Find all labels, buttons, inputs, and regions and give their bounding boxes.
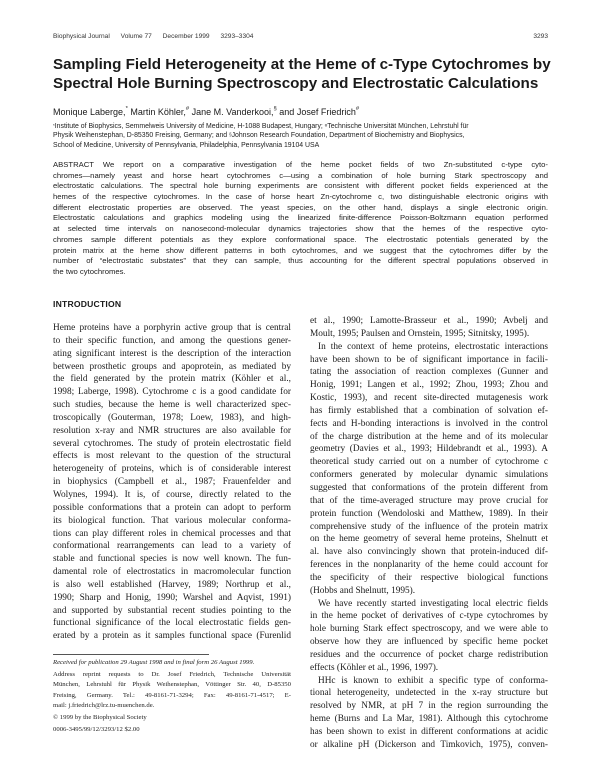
body-line: stable and functional species is now well known. The fun- [53,554,291,565]
body-line: geometry (Davies et al., 1993; Hildebrandt et al., 1993). A [310,444,548,455]
affiliation-mark: * [53,123,55,128]
body-line: comprehensive study of the influence of the protein matrix [310,521,548,532]
body-line: observe how they are influenced by specific heme pocket [310,637,548,648]
copyright: © 1999 by the Biophysical Society [53,713,147,721]
body-line: on the heme geometry of several heme proteins, Shelnutt et [310,534,548,545]
footnote-divider [53,654,209,655]
affiliation-mark: § [229,132,232,138]
affiliation-mark: # [185,106,190,112]
title-line: Sampling Field Heterogeneity at the Heme of c-Type Cytochromes by [53,56,551,73]
abstract-line: at selected time intervals on nanosecond-molecular dynamics trajectories show that the hemes of the respective cyto- [53,224,548,234]
body-line: protein function (Wendoloski and Matthew, 1989). In their [310,508,548,519]
body-line: We have recently started investigating local electric fields [318,598,548,609]
body-line: has firmly established that a combination of solvation ef- [310,405,548,416]
body-line: in biophysics (Campbell et al., 1987; Frauenfelder and [53,477,291,488]
body-line: or alkaline pH (Dickerson and Timkovich, 1975), conven- [310,739,548,750]
body-line: Kostic, 1993), and recent site-directed mutagenesis work [310,393,548,404]
body-line: al. have also convincingly shown that protein-induced dif- [310,547,548,558]
journal-volume: Volume 77 [120,33,152,40]
paper-title [53,55,553,93]
affiliation-text: Technische Universität München, Lehrstuhl für [327,123,469,130]
journal-name: Biophysical Journal [53,33,110,40]
body-line: ferences in the nonplanarity of the heme could account for [310,560,548,571]
body-line: resolution x-ray and NMR structures are also available for [53,425,291,436]
footnote-line: Freising, Germany. Tel.: 49-8161-71-3294; Fax: 49-8161-71-4517; E- [53,691,291,699]
body-line: the field generated by the protein matrix (Köhler et al., [53,374,291,385]
body-line: is also well established (Harvey, 1989; Northrup et al., [53,579,291,590]
abstract-line: number of “electrostatic substates” that they can sample, thus accounting for the different spectral populations observed in [53,256,548,266]
body-line: of the charge distribution at the heme and of its molecular [310,431,548,442]
body-line: 1998; Laberge, 1998). Cytochrome c is a good candidate for [53,387,291,398]
body-line: and supported by substantial recent studies pointing to the [53,605,291,616]
body-line: Moult, 1995; Paulsen and Ornstein, 1995; Sitnitsky, 1995). [310,328,530,339]
footnote-line: Address reprint requests to Dr. Josef Friedrich, Technische Universität [53,671,291,679]
body-line: ating significant interest is the description of the interaction [53,348,291,359]
issue-date: December 1999 [162,33,210,40]
body-line: Wolynes, 1994). It is, of course, directly related to the [53,489,291,500]
footnote-line: München, Lehrstuhl für Physik Weihenstephan, Vöttinger Str. 40, D-85350 [53,681,291,689]
body-line: have been shown to be of significant importance in facili- [310,354,548,365]
body-line: HHc is known to exhibit a specific type of conforma- [318,675,548,686]
abstract-line: chromes sample different potentials as they explore conformational space. The electrostatic potentials generated by the [53,234,548,244]
body-line: 1990; Sharp and Honig, 1990; Warshel and Aqvist, 1991) [53,592,291,603]
body-line: troscopically (Gouterman, 1978; Loew, 1983), and high- [53,412,291,423]
body-line: suggested that conformations of the protein different from [310,482,548,493]
author-list [53,107,359,117]
article-code: 0006-3495/99/12/3293/12 $2.00 [53,726,140,734]
author: Jane M. Vanderkooi, [189,107,274,117]
abstract-line: ABSTRACT We report on a comparative investigation of the heme pocket fields of two Zn-substituted c-type cyto- [53,160,548,169]
received-dates: Received for publication 29 August 1998 and in final form 26 August 1999. [53,659,255,666]
author: Monique Laberge, [53,107,126,117]
footnote-line: mail: j.friedrich@lrz.tu-muenchen.de. [53,701,155,709]
body-line: in the heme pocket of derivatives of c-type cytochromes by [310,611,548,622]
abstract-line: different electrostatic properties are observed. The yeast species, on the other hand, displays a single electronic origin. [53,202,548,212]
body-line: (Hobbs and Shelnutt, 1995). [310,585,416,596]
body-line: to their specific function, and among the questions gener- [53,335,291,346]
body-line: In the context of heme proteins, electrostatic interactions [318,341,548,352]
body-column-left [53,322,291,643]
footnote [53,658,291,735]
body-line: heterogeneity of proteins, which is of considerable interest [53,464,291,475]
affiliation-text: School of Medicine, University of Pennsylvania, Philadelphia, Pennsylvania 19104 USA [53,141,320,149]
affiliation-mark: # [355,106,360,112]
body-line: has been shown to exist in different conformations at acidic [310,727,548,737]
abstract [53,160,548,278]
affiliations [53,122,553,150]
body-line: effects (Köhler et al., 1996, 1997). [310,662,439,673]
body-line: damental role of electrostatics in macromolecular function [53,567,291,578]
author: and Josef Friedrich [276,107,356,117]
body-column-right [310,315,548,752]
body-line: erated by a protein as it samples functional space (Furenlid [53,631,291,642]
body-line: conformational rearrangements can lead to a variety of [53,541,291,552]
author: Martin Köhler, [127,107,186,117]
body-line: heme (Burns and La Mar, 1981). Although this cytochrome [310,714,548,725]
body-line: residues and the occurrence of pocket charge redistribution [310,649,548,660]
body-line: Heme proteins have a porphyrin active group that is central [53,323,291,333]
affiliation-text: Institute of Biophysics, Semmelweis University of Medicine, H-1088 Budapest, Hungary; [54,123,325,130]
abstract-line: hemes of the respective cytochromes. In the case of horse heart Zn-cytochrome c, two distinguishable electronic origins with [53,192,548,202]
running-head [53,33,548,40]
body-line: several cytochromes. The study of protein electrostatic field [53,438,291,449]
affiliation-text: Johnson Research Foundation, Department of Biochemistry and Biophysics, [231,132,465,140]
body-line: conformers generated by molecular dynamic simulations [310,470,548,481]
body-line: resolved by NMR, at pH 7 in the region surrounding the [310,701,548,712]
abstract-line: Electrostatic calculations and graphics modeling using the linearized finite-difference Poisson-Boltzmann equation performed [53,213,548,223]
abstract-line: chromes—namely yeast and horse heart cytochromes c—using a combination of hole burning Stark spectroscopy and [53,170,548,180]
abstract-line: the two cytochromes. [53,266,126,276]
body-line: such studies, because the heme is well characterized spec- [53,400,291,411]
body-line: hole burning Stark effect spectroscopy, and we were able to [310,624,548,635]
affiliation-mark: * [125,106,128,112]
body-line: between prosthetic groups and apoprotein, as mediated by [53,361,291,372]
body-line: the specificity of their respective biological functions [310,572,548,583]
page-range: 3293–3304 [220,33,254,40]
affiliation-mark: § [273,106,277,112]
body-line: tional heterogeneity, undetected in the x-ray structure but [310,688,548,699]
body-line: its biological function. That various molecular conforma- [53,515,291,526]
abstract-line: electrostatic calculations. The spectral hole burning experiments are consistent with different pocket fields experienced at the [53,181,548,191]
affiliation-text: Physik Weihenstephan, D-85350 Freising, Germany; and [53,132,230,140]
body-line: theoretical study carried out on a number of cytochrome c [310,457,548,468]
body-line: effects is most relevant to the question of the structural [53,451,291,462]
body-line: fects and H-bonding interactions is involved in the control [310,418,548,429]
section-heading: INTRODUCTION [53,299,122,309]
body-line: et al., 1990; Lamotte-Brasseur et al., 1990; Avbelj and [310,316,548,326]
body-line: functional significance of the local electrostatic fields gen- [53,618,291,629]
body-line: possible conformations that a protein can adopt to perform [53,502,291,513]
body-line: tating the association of reaction complexes (Gunner and [310,367,548,378]
body-line: tions can play different roles in chemical processes and that [53,528,291,539]
affiliation-mark: # [324,123,328,128]
page-number: 3293 [533,33,548,40]
abstract-line: protein matrix at the heme show different patterns in both cytochromes, and we suggest that the cytochromes differ by the [53,245,548,255]
title-line: Spectral Hole Burning Spectroscopy and Electrostatic Calculations [53,75,539,92]
body-line: that of the time-averaged structure may prove crucial for [310,495,548,506]
body-line: Honig, 1991; Langen et al., 1992; Zhou, 1993; Zhou and [310,380,548,391]
reprint-address [53,670,291,711]
